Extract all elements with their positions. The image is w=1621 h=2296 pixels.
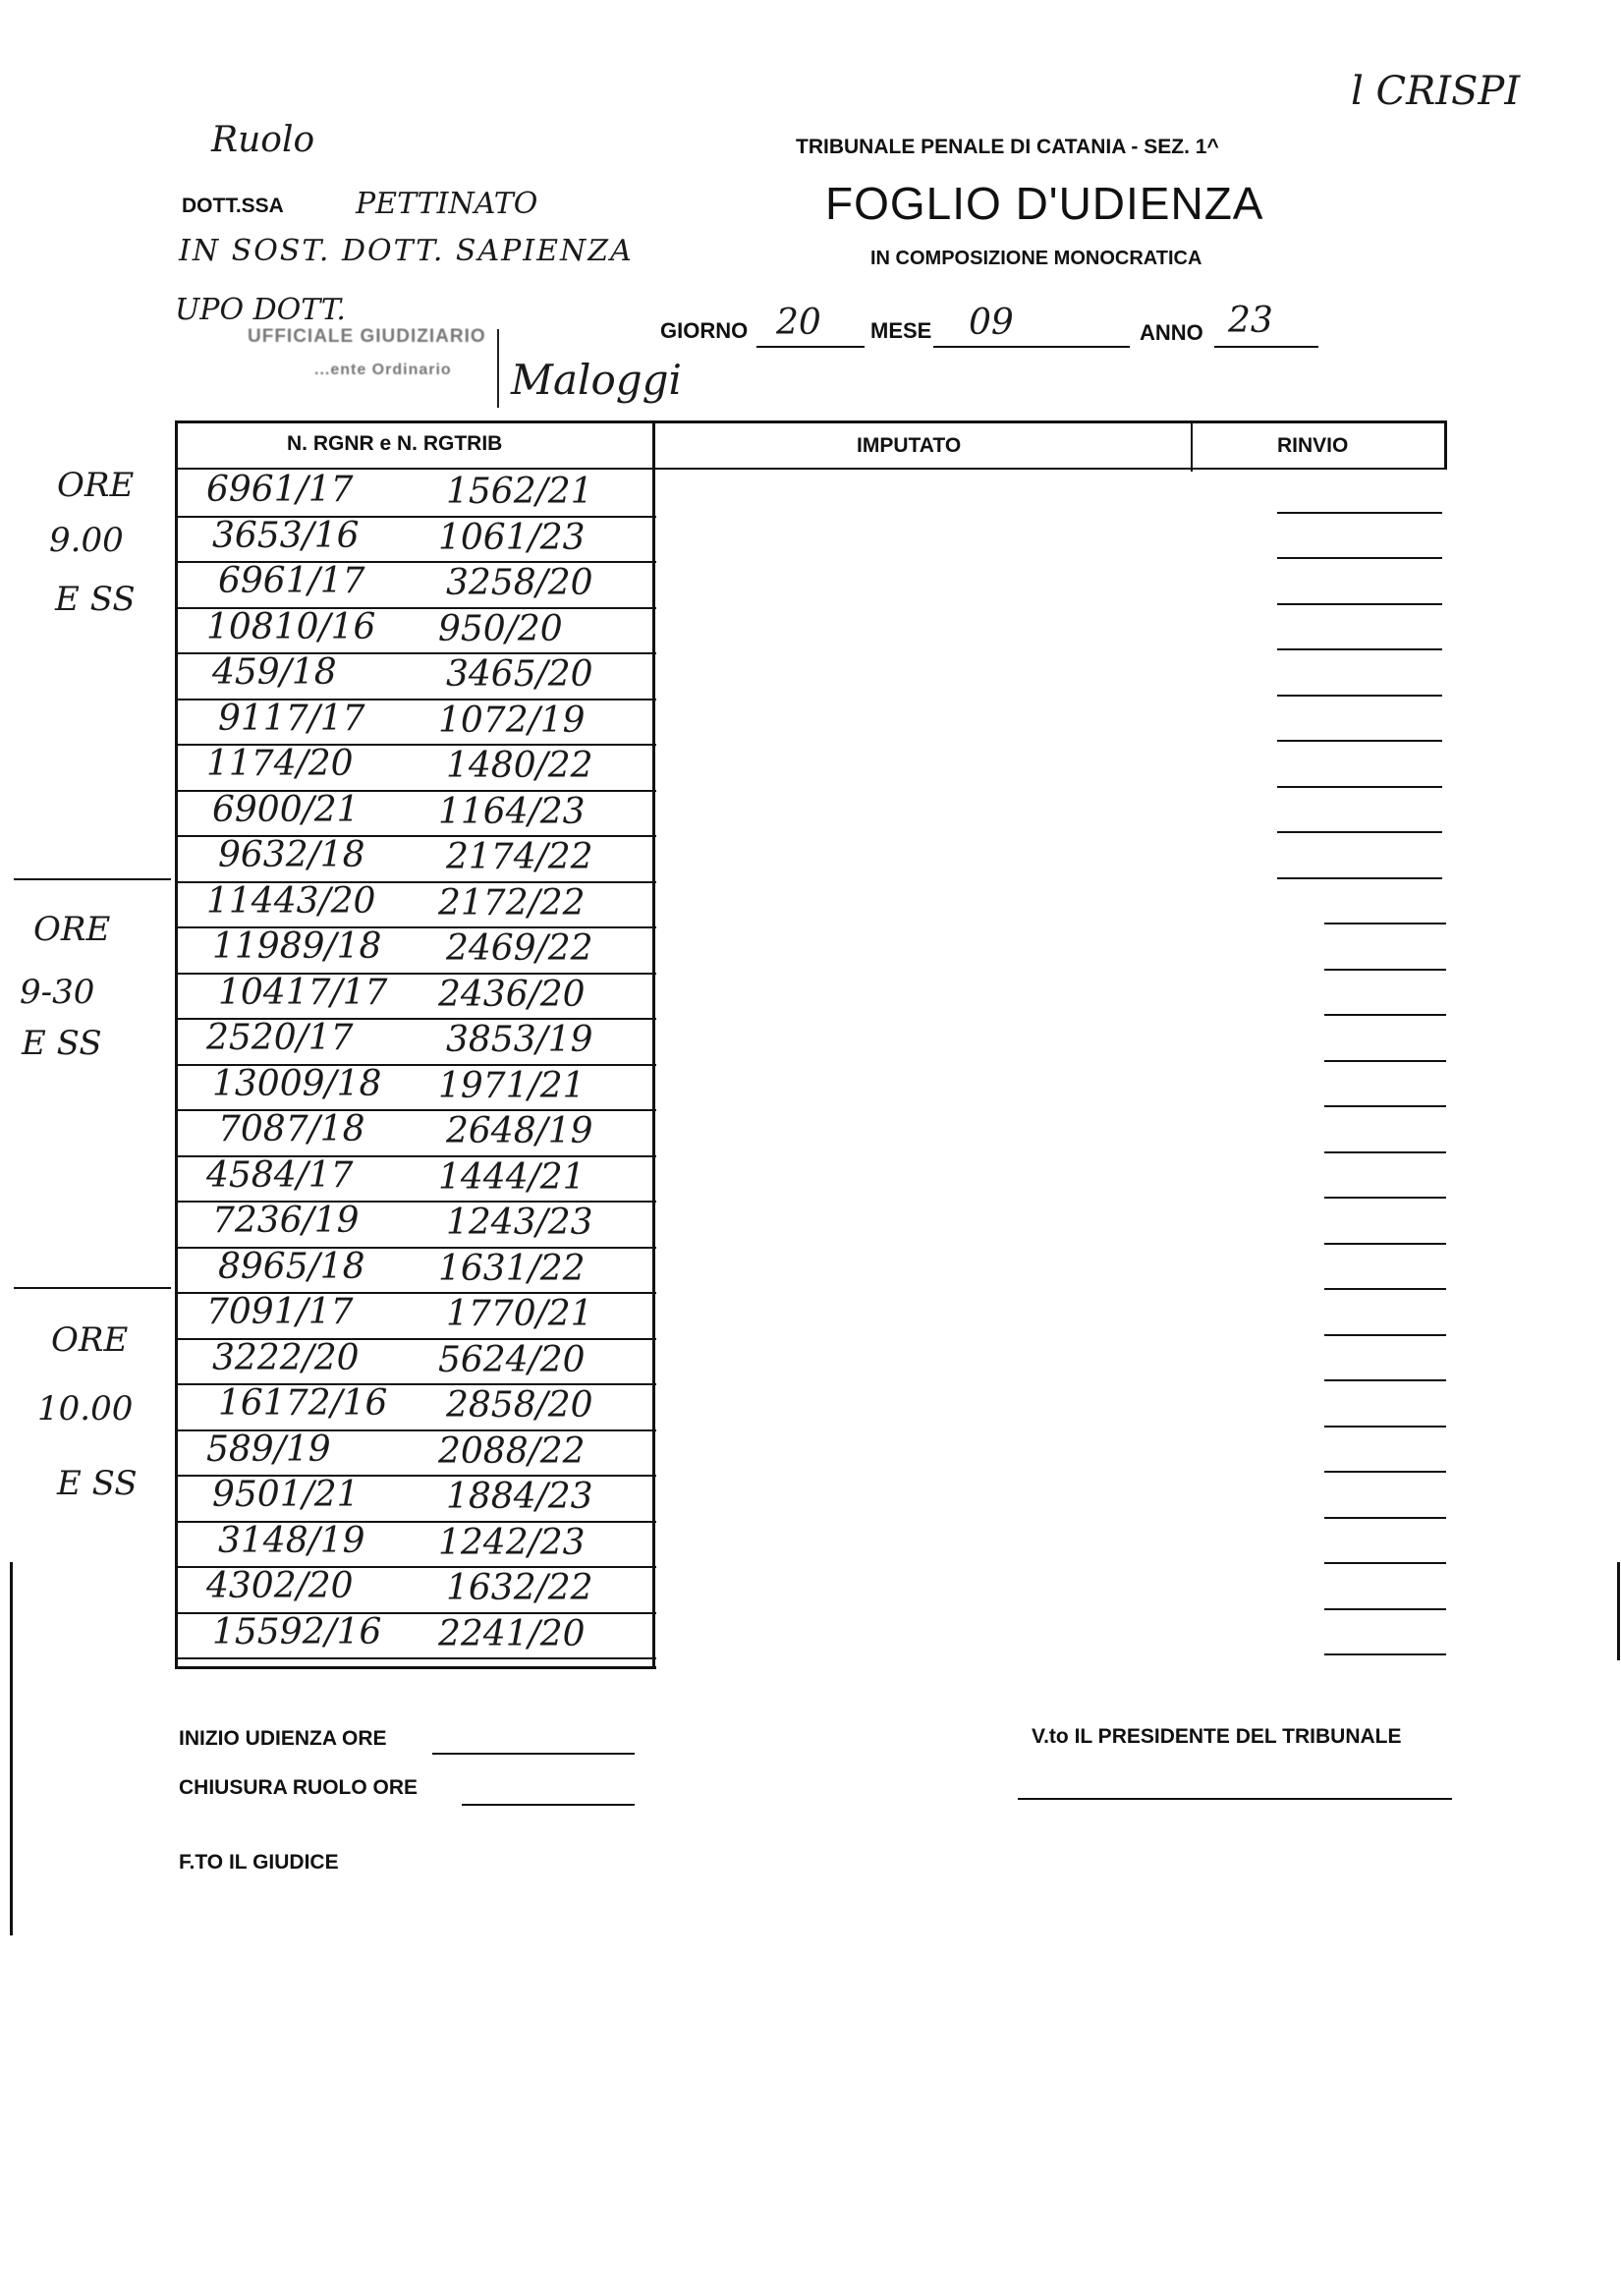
table-row xyxy=(179,1566,650,1611)
vto-presidente-label: V.to IL PRESIDENTE DEL TRIBUNALE xyxy=(1032,1725,1402,1748)
table-row xyxy=(179,1109,650,1154)
rgnr-number: 7091/17 xyxy=(206,1292,354,1332)
rgnr-number: 10810/16 xyxy=(206,606,376,647)
rgtrib-number: 950/20 xyxy=(438,608,563,649)
rinvio-line[interactable] xyxy=(1324,1105,1446,1107)
court-stamp-line1: UFFICIALE GIUDIZIARIO xyxy=(248,326,486,347)
rgtrib-number: 2088/22 xyxy=(438,1430,586,1472)
rgnr-number: 9632/18 xyxy=(218,835,365,875)
rgtrib-number: 1243/23 xyxy=(446,1203,593,1243)
rgnr-number: 589/19 xyxy=(206,1428,331,1470)
rgnr-number: 10417/17 xyxy=(218,972,388,1013)
table-row xyxy=(179,1018,650,1063)
rgnr-number: 11443/20 xyxy=(206,880,376,922)
rgtrib-number: 3465/20 xyxy=(446,654,593,695)
rgnr-number: 6961/17 xyxy=(206,470,354,510)
table-row xyxy=(179,607,650,652)
signature: Maloggi xyxy=(511,356,682,404)
scan-edge-line xyxy=(10,1562,13,1935)
rinvio-line[interactable] xyxy=(1324,1562,1446,1564)
anno-underline xyxy=(1214,346,1318,348)
giorno-label: GIORNO xyxy=(660,318,749,343)
dottssa-name: PETTINATO xyxy=(356,187,538,221)
court-stamp-line2: ...ente Ordinario xyxy=(314,362,452,378)
ruolo-label: Ruolo xyxy=(211,120,315,160)
table-row xyxy=(179,1383,650,1428)
rinvio-line[interactable] xyxy=(1324,1288,1446,1290)
rinvio-line[interactable] xyxy=(1324,1471,1446,1473)
presidente-signature-line[interactable] xyxy=(1018,1798,1452,1800)
group-3-ess: E SS xyxy=(57,1464,138,1503)
group-2-time: 9-30 xyxy=(20,973,95,1012)
table-row xyxy=(179,1338,650,1383)
col-header-rinvio: RINVIO xyxy=(1277,434,1349,457)
group-divider-2 xyxy=(14,1287,171,1289)
mese-label: MESE xyxy=(870,318,932,343)
rinvio-line[interactable] xyxy=(1324,1653,1446,1655)
rgnr-number: 8965/18 xyxy=(218,1246,365,1287)
rgnr-number: 13009/18 xyxy=(212,1063,382,1104)
rgtrib-number: 1884/23 xyxy=(446,1477,593,1517)
page-title: FOGLIO D'UDIENZA xyxy=(825,178,1264,229)
rgtrib-number: 2172/22 xyxy=(438,882,586,924)
dottssa-label: DOTT.SSA xyxy=(182,195,284,217)
tribunal-name: TRIBUNALE PENALE DI CATANIA - SEZ. 1^ xyxy=(796,136,1219,158)
rinvio-line[interactable] xyxy=(1277,740,1442,742)
rinvio-line[interactable] xyxy=(1277,695,1442,697)
rinvio-line[interactable] xyxy=(1277,786,1442,788)
rgtrib-number: 2241/20 xyxy=(438,1613,586,1654)
rinvio-line[interactable] xyxy=(1324,1334,1446,1336)
rinvio-line[interactable] xyxy=(1277,877,1442,879)
fto-giudice-label: F.TO IL GIUDICE xyxy=(179,1851,339,1874)
rgnr-number: 3653/16 xyxy=(212,515,360,556)
rinvio-line[interactable] xyxy=(1277,603,1442,605)
rinvio-line[interactable] xyxy=(1324,1197,1446,1199)
rgnr-number: 3222/20 xyxy=(212,1337,360,1378)
inizio-udienza-label: INIZIO UDIENZA ORE xyxy=(179,1727,387,1750)
rgnr-number: 9117/17 xyxy=(218,698,365,739)
table-row xyxy=(179,699,650,744)
rgtrib-number: 1480/22 xyxy=(446,746,593,786)
rgnr-number: 6961/17 xyxy=(218,561,365,601)
rinvio-line[interactable] xyxy=(1277,512,1442,514)
rgnr-number: 7087/18 xyxy=(218,1109,365,1149)
rgtrib-number: 2469/22 xyxy=(446,928,593,969)
table-row xyxy=(179,561,650,606)
rinvio-line[interactable] xyxy=(1324,923,1446,924)
rgnr-number: 6900/21 xyxy=(212,789,360,830)
rgtrib-number: 1444/21 xyxy=(438,1156,586,1198)
rinvio-line[interactable] xyxy=(1324,1608,1446,1610)
chiusura-ruolo-label: CHIUSURA RUOLO ORE xyxy=(179,1776,419,1799)
rgtrib-number: 1971/21 xyxy=(438,1065,586,1106)
rinvio-line[interactable] xyxy=(1324,1243,1446,1245)
rinvio-line[interactable] xyxy=(1324,1014,1446,1016)
giorno-value: 20 xyxy=(776,303,821,343)
group-3-ore: ORE xyxy=(51,1320,129,1360)
group-2-ore: ORE xyxy=(33,910,111,949)
table-row xyxy=(179,1292,650,1337)
anno-value: 23 xyxy=(1228,301,1273,341)
mese-value: 09 xyxy=(969,303,1014,343)
rinvio-line[interactable] xyxy=(1324,1379,1446,1381)
rgtrib-number: 1562/21 xyxy=(446,472,593,512)
rgnr-number: 4302/20 xyxy=(206,1566,354,1606)
table-row xyxy=(179,652,650,698)
group-1-ore: ORE xyxy=(57,466,135,505)
rgtrib-number: 3853/19 xyxy=(446,1020,593,1060)
rgnr-number: 1174/20 xyxy=(206,744,354,784)
rinvio-line[interactable] xyxy=(1324,1060,1446,1062)
chiusura-ruolo-line[interactable] xyxy=(462,1804,635,1806)
rgtrib-number: 1072/19 xyxy=(438,700,586,741)
table-row xyxy=(179,835,650,880)
rgtrib-number: 1631/22 xyxy=(438,1248,586,1289)
rgtrib-number: 3258/20 xyxy=(446,563,593,603)
anno-label: ANNO xyxy=(1140,320,1203,345)
rgnr-number: 15592/16 xyxy=(212,1611,382,1652)
inizio-udienza-line[interactable] xyxy=(432,1753,635,1755)
table-row xyxy=(179,470,650,515)
table-row xyxy=(179,1201,650,1246)
rinvio-line[interactable] xyxy=(1324,969,1446,971)
table-row xyxy=(179,790,650,835)
rgnr-number: 7236/19 xyxy=(212,1201,360,1241)
page-subtitle: IN COMPOSIZIONE MONOCRATICA xyxy=(870,248,1202,269)
rgnr-number: 2520/17 xyxy=(206,1018,354,1058)
table-row xyxy=(179,1429,650,1475)
giorno-underline xyxy=(756,346,865,348)
stamp-bracket xyxy=(497,329,499,408)
rinvio-line[interactable] xyxy=(1324,1426,1446,1428)
table-row xyxy=(179,881,650,926)
table-row xyxy=(179,1064,650,1109)
mese-underline xyxy=(933,346,1130,348)
rinvio-line[interactable] xyxy=(1324,1517,1446,1519)
table-row-line xyxy=(175,1657,656,1659)
table-row xyxy=(179,1155,650,1201)
rgnr-number: 16172/16 xyxy=(218,1383,388,1424)
rgnr-number: 3148/19 xyxy=(218,1520,365,1561)
table-row xyxy=(179,973,650,1018)
rgtrib-number: 2436/20 xyxy=(438,974,586,1015)
rgtrib-number: 1061/23 xyxy=(438,517,586,558)
rgtrib-number: 5624/20 xyxy=(438,1339,586,1380)
rgnr-number: 459/18 xyxy=(212,652,337,693)
rgtrib-number: 2858/20 xyxy=(446,1385,593,1426)
table-row xyxy=(179,1521,650,1566)
rgtrib-number: 1164/23 xyxy=(438,791,586,832)
group-1-ess: E SS xyxy=(55,580,136,619)
table-row xyxy=(179,1247,650,1292)
col-header-rgnr: N. RGNR e N. RGTRIB xyxy=(287,432,503,455)
table-row xyxy=(179,1612,650,1657)
rgtrib-number: 1632/22 xyxy=(446,1568,593,1608)
rinvio-line[interactable] xyxy=(1324,1151,1446,1153)
group-2-ess: E SS xyxy=(22,1024,102,1063)
table-row xyxy=(179,926,650,972)
rgtrib-number: 2648/19 xyxy=(446,1111,593,1151)
rgnr-number: 11989/18 xyxy=(212,926,382,967)
rgtrib-number: 1770/21 xyxy=(446,1294,593,1334)
rinvio-line[interactable] xyxy=(1277,557,1442,559)
table-row xyxy=(179,1475,650,1520)
upo-note: UPO DOTT. xyxy=(175,293,346,327)
table-row xyxy=(179,516,650,561)
col-header-imputato: IMPUTATO xyxy=(857,434,962,457)
rgnr-number: 4584/17 xyxy=(206,1154,354,1196)
rgtrib-number: 2174/22 xyxy=(446,837,593,877)
group-1-time: 9.00 xyxy=(49,521,124,560)
sostituzione-note: IN SOST. DOTT. SAPIENZA xyxy=(179,234,634,268)
rgnr-number: 9501/21 xyxy=(212,1475,360,1515)
rinvio-line[interactable] xyxy=(1277,831,1442,833)
rinvio-line[interactable] xyxy=(1277,648,1442,650)
table-row xyxy=(179,744,650,789)
top-right-annotation: l CRISPI xyxy=(1351,69,1521,114)
rgtrib-number: 1242/23 xyxy=(438,1522,586,1563)
group-3-time: 10.00 xyxy=(37,1389,134,1428)
group-divider-1 xyxy=(14,878,171,880)
scan-edge-line-right xyxy=(1617,1562,1620,1660)
